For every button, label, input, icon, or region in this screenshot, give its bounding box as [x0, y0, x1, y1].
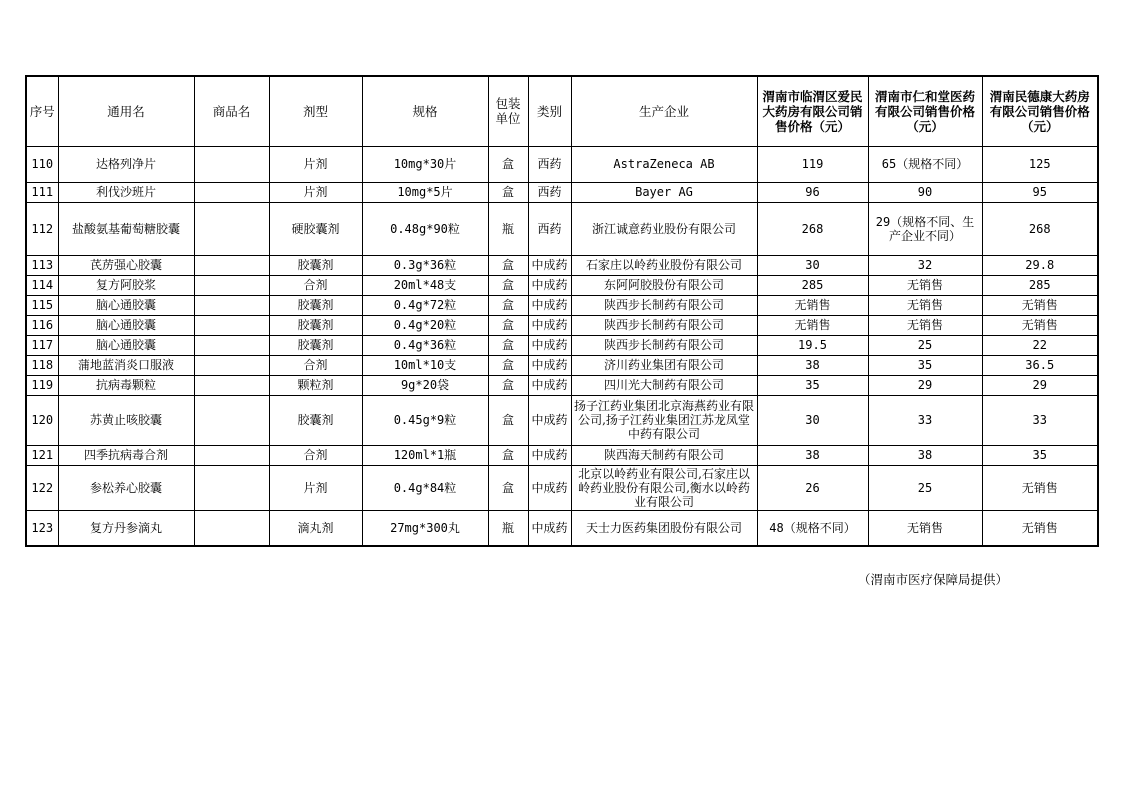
cell-index: 113	[26, 255, 58, 275]
cell-price-renhetang: 无销售	[868, 510, 982, 546]
cell-manufacturer: 陕西海天制药有限公司	[571, 445, 757, 465]
cell-manufacturer: 陕西步长制药有限公司	[571, 335, 757, 355]
cell-price-mindekang: 95	[982, 182, 1098, 202]
table-row	[26, 255, 1098, 275]
header-generic-name: 通用名	[58, 76, 194, 146]
cell-dosage-form: 片剂	[269, 146, 362, 182]
cell-price-mindekang: 无销售	[982, 510, 1098, 546]
cell-price-renhetang: 35	[868, 355, 982, 375]
cell-dosage-form: 胶囊剂	[269, 315, 362, 335]
cell-spec: 0.4g*20粒	[362, 315, 488, 335]
cell-price-renhetang: 29	[868, 375, 982, 395]
cell-price-aimin: 268	[757, 202, 868, 255]
cell-dosage-form: 胶囊剂	[269, 395, 362, 445]
cell-price-renhetang: 无销售	[868, 315, 982, 335]
cell-index: 123	[26, 510, 58, 546]
cell-unit: 盒	[488, 335, 528, 355]
table-row	[26, 182, 1098, 202]
cell-index: 122	[26, 465, 58, 510]
cell-manufacturer: 扬子江药业集团北京海燕药业有限公司,扬子江药业集团江苏龙凤堂中药有限公司	[571, 395, 757, 445]
table-row	[26, 355, 1098, 375]
cell-manufacturer: Bayer AG	[571, 182, 757, 202]
cell-unit: 盒	[488, 465, 528, 510]
cell-generic-name: 芪苈强心胶囊	[58, 255, 194, 275]
cell-dosage-form: 合剂	[269, 355, 362, 375]
cell-unit: 盒	[488, 182, 528, 202]
cell-spec: 10mg*5片	[362, 182, 488, 202]
cell-price-aimin: 35	[757, 375, 868, 395]
cell-index: 115	[26, 295, 58, 315]
table-row	[26, 375, 1098, 395]
cell-brand-name	[194, 275, 269, 295]
header-dosage-form: 剂型	[269, 76, 362, 146]
cell-manufacturer: 天士力医药集团股份有限公司	[571, 510, 757, 546]
cell-price-mindekang: 无销售	[982, 465, 1098, 510]
cell-spec: 0.48g*90粒	[362, 202, 488, 255]
cell-index: 120	[26, 395, 58, 445]
cell-manufacturer: 石家庄以岭药业股份有限公司	[571, 255, 757, 275]
cell-price-mindekang: 285	[982, 275, 1098, 295]
cell-manufacturer: 济川药业集团有限公司	[571, 355, 757, 375]
table-row	[26, 395, 1098, 445]
table-row	[26, 445, 1098, 465]
header-manufacturer: 生产企业	[571, 76, 757, 146]
cell-manufacturer: 浙江诚意药业股份有限公司	[571, 202, 757, 255]
cell-price-mindekang: 36.5	[982, 355, 1098, 375]
cell-dosage-form: 片剂	[269, 182, 362, 202]
cell-generic-name: 抗病毒颗粒	[58, 375, 194, 395]
cell-spec: 120ml*1瓶	[362, 445, 488, 465]
cell-manufacturer: AstraZeneca AB	[571, 146, 757, 182]
cell-price-renhetang: 25	[868, 335, 982, 355]
cell-spec: 10ml*10支	[362, 355, 488, 375]
cell-dosage-form: 滴丸剂	[269, 510, 362, 546]
cell-price-renhetang: 无销售	[868, 275, 982, 295]
header-store-mindekang: 渭南民德康大药房有限公司销售价格（元）	[982, 76, 1098, 146]
cell-brand-name	[194, 375, 269, 395]
cell-manufacturer: 四川光大制药有限公司	[571, 375, 757, 395]
cell-brand-name	[194, 182, 269, 202]
cell-price-renhetang: 29（规格不同、生产企业不同）	[868, 202, 982, 255]
cell-generic-name: 达格列净片	[58, 146, 194, 182]
table-body	[26, 146, 1098, 546]
cell-category: 中成药	[528, 355, 571, 375]
cell-manufacturer: 东阿阿胶股份有限公司	[571, 275, 757, 295]
drug-price-table	[25, 75, 1099, 547]
cell-price-mindekang: 268	[982, 202, 1098, 255]
cell-brand-name	[194, 335, 269, 355]
cell-category: 中成药	[528, 375, 571, 395]
cell-price-aimin: 48（规格不同）	[757, 510, 868, 546]
cell-unit: 盒	[488, 315, 528, 335]
cell-brand-name	[194, 255, 269, 275]
cell-category: 西药	[528, 202, 571, 255]
price-table-container	[25, 75, 1099, 547]
cell-unit: 盒	[488, 445, 528, 465]
cell-price-mindekang: 29	[982, 375, 1098, 395]
cell-category: 西药	[528, 146, 571, 182]
cell-spec: 0.4g*36粒	[362, 335, 488, 355]
cell-manufacturer: 陕西步长制药有限公司	[571, 315, 757, 335]
cell-brand-name	[194, 510, 269, 546]
cell-price-renhetang: 32	[868, 255, 982, 275]
cell-spec: 0.3g*36粒	[362, 255, 488, 275]
cell-index: 114	[26, 275, 58, 295]
cell-index: 118	[26, 355, 58, 375]
cell-unit: 盒	[488, 255, 528, 275]
cell-spec: 0.4g*72粒	[362, 295, 488, 315]
cell-brand-name	[194, 202, 269, 255]
table-row	[26, 202, 1098, 255]
header-brand-name: 商品名	[194, 76, 269, 146]
table-row	[26, 465, 1098, 510]
cell-spec: 20ml*48支	[362, 275, 488, 295]
cell-category: 中成药	[528, 275, 571, 295]
cell-unit: 盒	[488, 375, 528, 395]
cell-unit: 盒	[488, 355, 528, 375]
cell-brand-name	[194, 395, 269, 445]
cell-brand-name	[194, 355, 269, 375]
cell-price-renhetang: 25	[868, 465, 982, 510]
cell-index: 112	[26, 202, 58, 255]
cell-manufacturer: 北京以岭药业有限公司,石家庄以岭药业股份有限公司,衡水以岭药业有限公司	[571, 465, 757, 510]
cell-price-mindekang: 35	[982, 445, 1098, 465]
cell-index: 121	[26, 445, 58, 465]
table-row	[26, 295, 1098, 315]
cell-price-renhetang: 38	[868, 445, 982, 465]
cell-price-mindekang: 无销售	[982, 295, 1098, 315]
table-row	[26, 146, 1098, 182]
cell-generic-name: 四季抗病毒合剂	[58, 445, 194, 465]
cell-unit: 瓶	[488, 510, 528, 546]
header-category: 类别	[528, 76, 571, 146]
cell-category: 中成药	[528, 315, 571, 335]
cell-generic-name: 脑心通胶囊	[58, 315, 194, 335]
cell-unit: 盒	[488, 295, 528, 315]
cell-spec: 27mg*300丸	[362, 510, 488, 546]
cell-price-aimin: 无销售	[757, 315, 868, 335]
cell-index: 110	[26, 146, 58, 182]
cell-price-aimin: 96	[757, 182, 868, 202]
cell-price-mindekang: 无销售	[982, 315, 1098, 335]
cell-price-aimin: 无销售	[757, 295, 868, 315]
cell-category: 中成药	[528, 510, 571, 546]
cell-category: 中成药	[528, 335, 571, 355]
cell-unit: 瓶	[488, 202, 528, 255]
cell-price-aimin: 285	[757, 275, 868, 295]
cell-dosage-form: 合剂	[269, 275, 362, 295]
cell-generic-name: 复方丹参滴丸	[58, 510, 194, 546]
cell-brand-name	[194, 146, 269, 182]
source-note: （渭南市医疗保障局提供）	[858, 572, 1009, 587]
cell-category: 中成药	[528, 395, 571, 445]
cell-price-aimin: 119	[757, 146, 868, 182]
cell-generic-name: 盐酸氨基葡萄糖胶囊	[58, 202, 194, 255]
cell-unit: 盒	[488, 395, 528, 445]
cell-price-aimin: 30	[757, 395, 868, 445]
cell-generic-name: 蒲地蓝消炎口服液	[58, 355, 194, 375]
table-row	[26, 335, 1098, 355]
cell-dosage-form: 胶囊剂	[269, 255, 362, 275]
cell-spec: 9g*20袋	[362, 375, 488, 395]
cell-brand-name	[194, 445, 269, 465]
header-spec: 规格	[362, 76, 488, 146]
cell-price-mindekang: 33	[982, 395, 1098, 445]
header-store-renhetang: 渭南市仁和堂医药有限公司销售价格（元）	[868, 76, 982, 146]
cell-index: 117	[26, 335, 58, 355]
cell-price-mindekang: 29.8	[982, 255, 1098, 275]
cell-dosage-form: 合剂	[269, 445, 362, 465]
cell-brand-name	[194, 465, 269, 510]
cell-price-mindekang: 125	[982, 146, 1098, 182]
cell-generic-name: 参松养心胶囊	[58, 465, 194, 510]
cell-generic-name: 苏黄止咳胶囊	[58, 395, 194, 445]
cell-price-aimin: 30	[757, 255, 868, 275]
table-header-row	[26, 76, 1098, 146]
cell-spec: 0.45g*9粒	[362, 395, 488, 445]
cell-price-aimin: 38	[757, 445, 868, 465]
cell-price-renhetang: 33	[868, 395, 982, 445]
cell-index: 111	[26, 182, 58, 202]
cell-generic-name: 脑心通胶囊	[58, 335, 194, 355]
table-row	[26, 510, 1098, 546]
cell-category: 中成药	[528, 445, 571, 465]
cell-dosage-form: 硬胶囊剂	[269, 202, 362, 255]
cell-category: 中成药	[528, 465, 571, 510]
cell-category: 中成药	[528, 255, 571, 275]
cell-category: 西药	[528, 182, 571, 202]
cell-manufacturer: 陕西步长制药有限公司	[571, 295, 757, 315]
cell-price-aimin: 26	[757, 465, 868, 510]
cell-dosage-form: 颗粒剂	[269, 375, 362, 395]
cell-price-aimin: 38	[757, 355, 868, 375]
cell-spec: 10mg*30片	[362, 146, 488, 182]
cell-dosage-form: 片剂	[269, 465, 362, 510]
cell-brand-name	[194, 295, 269, 315]
cell-unit: 盒	[488, 275, 528, 295]
cell-price-renhetang: 65（规格不同）	[868, 146, 982, 182]
header-store-aimin: 渭南市临渭区爱民大药房有限公司销售价格（元）	[757, 76, 868, 146]
table-row	[26, 315, 1098, 335]
cell-spec: 0.4g*84粒	[362, 465, 488, 510]
cell-brand-name	[194, 315, 269, 335]
cell-dosage-form: 胶囊剂	[269, 295, 362, 315]
table-row	[26, 275, 1098, 295]
cell-generic-name: 利伐沙班片	[58, 182, 194, 202]
header-index: 序号	[26, 76, 58, 146]
cell-unit: 盒	[488, 146, 528, 182]
cell-index: 119	[26, 375, 58, 395]
cell-index: 116	[26, 315, 58, 335]
cell-dosage-form: 胶囊剂	[269, 335, 362, 355]
cell-price-renhetang: 90	[868, 182, 982, 202]
cell-price-renhetang: 无销售	[868, 295, 982, 315]
cell-generic-name: 复方阿胶浆	[58, 275, 194, 295]
cell-price-mindekang: 22	[982, 335, 1098, 355]
cell-price-aimin: 19.5	[757, 335, 868, 355]
cell-category: 中成药	[528, 295, 571, 315]
header-unit: 包装单位	[488, 76, 528, 146]
cell-generic-name: 脑心通胶囊	[58, 295, 194, 315]
